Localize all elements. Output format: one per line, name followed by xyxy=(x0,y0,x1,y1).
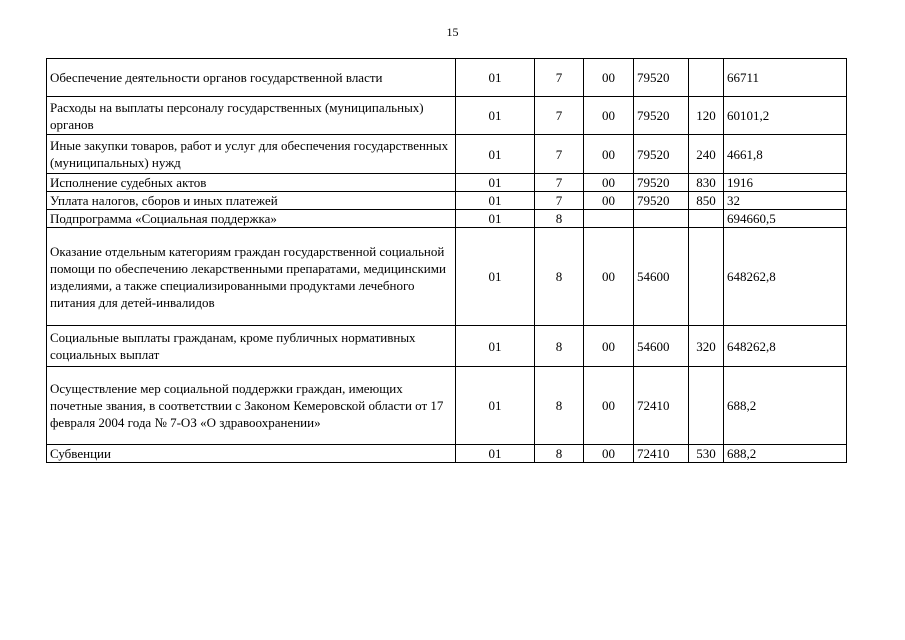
row-name: Уплата налогов, сборов и иных платежей xyxy=(47,192,456,210)
group-code xyxy=(584,210,634,228)
amount: 66711 xyxy=(724,59,847,97)
row-name: Подпрограмма «Социальная поддержка» xyxy=(47,210,456,228)
row-name: Иные закупки товаров, работ и услуг для обеспечения государственных (муниципальных) нужд xyxy=(47,135,456,174)
expense-type-code: 320 xyxy=(689,326,724,367)
group-code: 00 xyxy=(584,192,634,210)
subprogram-code: 8 xyxy=(535,367,584,445)
section-code: 01 xyxy=(456,210,535,228)
table-row xyxy=(47,326,847,367)
direction-code: 72410 xyxy=(634,445,689,463)
row-name: Исполнение судебных актов xyxy=(47,174,456,192)
expense-type-code: 850 xyxy=(689,192,724,210)
row-name: Социальные выплаты гражданам, кроме публичных нормативных социальных выплат xyxy=(47,326,456,367)
section-code: 01 xyxy=(456,59,535,97)
table-row xyxy=(47,192,847,210)
subprogram-code: 7 xyxy=(535,192,584,210)
group-code: 00 xyxy=(584,445,634,463)
row-name: Осуществление мер социальной поддержки граждан, имеющих почетные звания, в соответствии с Законом Кемеровской области от 17 февраля 2004 года № 7-ОЗ «О здравоохранении» xyxy=(47,367,456,445)
section-code: 01 xyxy=(456,174,535,192)
amount: 688,2 xyxy=(724,367,847,445)
section-code: 01 xyxy=(456,228,535,326)
section-code: 01 xyxy=(456,135,535,174)
table-row xyxy=(47,59,847,97)
expense-type-code: 830 xyxy=(689,174,724,192)
group-code: 00 xyxy=(584,59,634,97)
group-code: 00 xyxy=(584,97,634,135)
expense-type-code: 120 xyxy=(689,97,724,135)
group-code: 00 xyxy=(584,367,634,445)
section-code: 01 xyxy=(456,192,535,210)
subprogram-code: 8 xyxy=(535,210,584,228)
subprogram-code: 8 xyxy=(535,326,584,367)
row-name: Обеспечение деятельности органов государственной власти xyxy=(47,59,456,97)
group-code: 00 xyxy=(584,135,634,174)
amount: 688,2 xyxy=(724,445,847,463)
group-code: 00 xyxy=(584,174,634,192)
group-code: 00 xyxy=(584,326,634,367)
expense-type-code: 530 xyxy=(689,445,724,463)
group-code: 00 xyxy=(584,228,634,326)
budget-table xyxy=(46,58,847,463)
section-code: 01 xyxy=(456,367,535,445)
row-name: Оказание отдельным категориям граждан государственной социальной помощи по обеспечению лекарственными препаратами, медицинскими изделиями, а также специализированными продуктами лечебного питания для детей-инвалидов xyxy=(47,228,456,326)
table-row xyxy=(47,367,847,445)
row-name: Субвенции xyxy=(47,445,456,463)
table-row xyxy=(47,97,847,135)
page-number: 15 xyxy=(446,25,459,39)
table-row xyxy=(47,210,847,228)
amount: 694660,5 xyxy=(724,210,847,228)
subprogram-code: 8 xyxy=(535,228,584,326)
row-name: Расходы на выплаты персоналу государственных (муниципальных) органов xyxy=(47,97,456,135)
direction-code: 72410 xyxy=(634,367,689,445)
subprogram-code: 7 xyxy=(535,135,584,174)
table-row xyxy=(47,174,847,192)
subprogram-code: 7 xyxy=(535,59,584,97)
direction-code: 79520 xyxy=(634,97,689,135)
expense-type-code xyxy=(689,210,724,228)
table-row xyxy=(47,445,847,463)
table-row xyxy=(47,228,847,326)
subprogram-code: 7 xyxy=(535,174,584,192)
expense-type-code: 240 xyxy=(689,135,724,174)
direction-code: 79520 xyxy=(634,135,689,174)
subprogram-code: 7 xyxy=(535,97,584,135)
amount: 32 xyxy=(724,192,847,210)
expense-type-code xyxy=(689,59,724,97)
amount: 648262,8 xyxy=(724,228,847,326)
direction-code xyxy=(634,210,689,228)
subprogram-code: 8 xyxy=(535,445,584,463)
expense-type-code xyxy=(689,228,724,326)
direction-code: 54600 xyxy=(634,228,689,326)
section-code: 01 xyxy=(456,326,535,367)
direction-code: 79520 xyxy=(634,59,689,97)
section-code: 01 xyxy=(456,445,535,463)
section-code: 01 xyxy=(456,97,535,135)
amount: 4661,8 xyxy=(724,135,847,174)
direction-code: 79520 xyxy=(634,174,689,192)
direction-code: 54600 xyxy=(634,326,689,367)
table-row xyxy=(47,135,847,174)
amount: 1916 xyxy=(724,174,847,192)
direction-code: 79520 xyxy=(634,192,689,210)
amount: 648262,8 xyxy=(724,326,847,367)
amount: 60101,2 xyxy=(724,97,847,135)
expense-type-code xyxy=(689,367,724,445)
